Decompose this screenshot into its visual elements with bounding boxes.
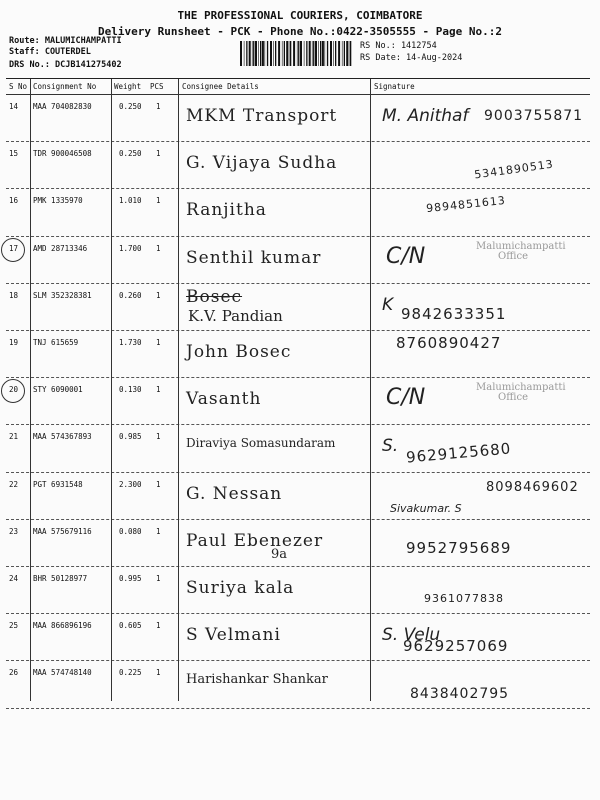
table-row (6, 613, 590, 661)
signature-phone: 9894851613 (425, 194, 507, 216)
consignment-number: MAA 704082830 (33, 102, 92, 111)
consignment-number: TDR 900046508 (33, 149, 92, 159)
row-sno: 19 (9, 338, 19, 347)
pcs-value: 1 (156, 432, 161, 442)
weight-value: 0.130 (119, 385, 142, 395)
table-row (6, 660, 590, 708)
row-sno: 24 (9, 574, 19, 583)
pcs-value: 1 (156, 149, 161, 159)
consignee-name: G. Nessan (186, 483, 283, 504)
consignment-number: BHR 50128977 (33, 574, 88, 583)
table-row (6, 188, 590, 236)
stamp-line1: Malumichampatti (476, 382, 566, 394)
signature-phone: 9952795689 (406, 538, 512, 557)
stamp-line2: Office (498, 392, 529, 404)
table-row (6, 283, 590, 331)
consignee-name: G. Vijaya Sudha (186, 153, 338, 174)
col-signature: Signature (374, 82, 415, 91)
consignee-name: Senthil kumar (186, 247, 322, 268)
table-row (6, 141, 590, 189)
weight-value: 1.010 (119, 196, 142, 206)
weight-value: 1.700 (119, 243, 142, 253)
consignment-number: PMK 1335970 (33, 196, 83, 206)
signature-text: M. Anithaf (382, 106, 469, 126)
pcs-value: 1 (156, 102, 161, 111)
pcs-value: 1 (156, 479, 161, 489)
consignee-name: Paul Ebenezer (186, 530, 324, 551)
table-row (6, 566, 590, 614)
weight-value: 0.225 (119, 668, 142, 678)
weight-value: 0.260 (119, 290, 142, 300)
signature-phone: 8760890427 (396, 334, 502, 352)
signature-text: S. Velu (382, 625, 441, 646)
office-stamp (476, 242, 566, 262)
consignee-name-secondary: K.V. Pandian (188, 306, 283, 325)
pcs-value: 1 (156, 290, 161, 300)
barcode (240, 41, 353, 66)
pcs-value: 1 (156, 196, 161, 206)
pcs-value: 1 (156, 574, 161, 583)
row-sno: 17 (9, 243, 19, 253)
signature-phone: 8438402795 (410, 686, 510, 703)
row-sno: 23 (9, 526, 19, 536)
row-sno: 15 (9, 149, 19, 159)
signature-text: S. (382, 436, 399, 457)
row-sno: 22 (9, 479, 19, 489)
table-header (6, 79, 590, 95)
consignee-name: Harishankar Shankar (186, 672, 328, 688)
consignment-number: MAA 574748140 (33, 668, 92, 678)
consignee-name: Ranjitha (186, 200, 267, 221)
table-row (6, 236, 590, 284)
row-circle-mark (1, 379, 25, 403)
signature-phone: 9003755871 (484, 108, 584, 124)
signature-phone: 9361077838 (424, 592, 504, 605)
route-label: Route: MALUMICHAMPATTI (9, 36, 122, 46)
pcs-value: 1 (156, 243, 161, 253)
weight-value: 0.985 (119, 432, 142, 442)
col-weight: Weight (114, 82, 142, 91)
col-consignee: Consignee Details (182, 82, 259, 91)
consignee-name-secondary: 9a (271, 546, 288, 562)
signature-text: K (382, 294, 394, 315)
runsheet-table (6, 78, 590, 703)
rs-number: RS No.: 1412754 (360, 41, 437, 51)
row-sno: 21 (9, 432, 19, 442)
pcs-value: 1 (156, 621, 161, 631)
rs-date: RS Date: 14-Aug-2024 (360, 53, 463, 63)
weight-value: 1.730 (119, 338, 142, 347)
consignee-name: S Velmani (186, 625, 281, 646)
table-row (6, 94, 590, 142)
pcs-value: 1 (156, 338, 161, 347)
company-title: THE PROFESSIONAL COURIERS, COIMBATORE (177, 9, 423, 22)
row-sno: 20 (9, 385, 19, 395)
weight-value: 0.995 (119, 574, 142, 583)
pcs-value: 1 (156, 385, 161, 395)
table-row (6, 377, 590, 425)
weight-value: 2.300 (119, 479, 142, 489)
weight-value: 0.250 (119, 149, 142, 159)
row-sno: 26 (9, 668, 19, 678)
consignment-number: TNJ 615659 (33, 338, 79, 347)
signature-phone: 8098469602 (486, 479, 579, 495)
table-row (6, 424, 590, 472)
signature-phone: 9629125680 (405, 439, 513, 467)
weight-value: 0.605 (119, 621, 142, 631)
signature-text: C/N (386, 243, 426, 269)
weight-value: 0.250 (119, 102, 142, 111)
signature-phone: 5341890513 (473, 157, 555, 182)
consignment-number: MAA 574367893 (33, 432, 92, 442)
drs-label: DRS No.: DCJB141275402 (9, 60, 122, 70)
consignee-name: MKM Transport (186, 106, 338, 126)
consignment-number: SLM 352328381 (33, 290, 92, 300)
consignment-number: PGT 6931548 (33, 479, 83, 489)
table-row (6, 519, 590, 567)
consignment-number: MAA 575679116 (33, 526, 92, 536)
consignee-name: Bosec (186, 286, 243, 307)
row-circle-mark (1, 238, 25, 262)
col-pcs: PCS (150, 82, 164, 91)
consignee-name: John Bosec (186, 342, 292, 362)
consignee-name: Vasanth (186, 389, 262, 410)
col-sno: S No (9, 82, 28, 91)
signature-text: C/N (386, 385, 426, 411)
consignee-name: Suriya kala (186, 578, 295, 598)
consignment-number: STY 6090001 (33, 385, 83, 395)
runsheet-subtitle: Delivery Runsheet - PCK - Phone No.:0422-3505555 - Page No.:2 (98, 25, 502, 38)
weight-value: 0.080 (119, 526, 142, 536)
consignment-number: AMD 28713346 (33, 243, 88, 253)
signature-phone: 9629257069 (403, 637, 509, 656)
stamp-line1: Malumichampatti (476, 240, 566, 252)
table-row (6, 330, 590, 378)
row-sno: 18 (9, 290, 19, 300)
col-consignment: Consignment No (33, 82, 97, 91)
row-sno: 16 (9, 196, 19, 206)
pcs-value: 1 (156, 668, 161, 678)
office-stamp (476, 383, 566, 403)
consignee-name: Diraviya Somasundaram (186, 436, 336, 451)
pcs-value: 1 (156, 526, 161, 536)
row-sno: 25 (9, 621, 19, 631)
signature-text: Sivakumar. S (390, 501, 462, 515)
staff-label: Staff: COUTERDEL (9, 47, 91, 57)
signature-phone: 9842633351 (401, 304, 507, 323)
consignment-number: MAA 866896196 (33, 621, 92, 631)
row-sno: 14 (9, 102, 19, 111)
table-row (6, 472, 590, 520)
stamp-line2: Office (498, 250, 529, 262)
